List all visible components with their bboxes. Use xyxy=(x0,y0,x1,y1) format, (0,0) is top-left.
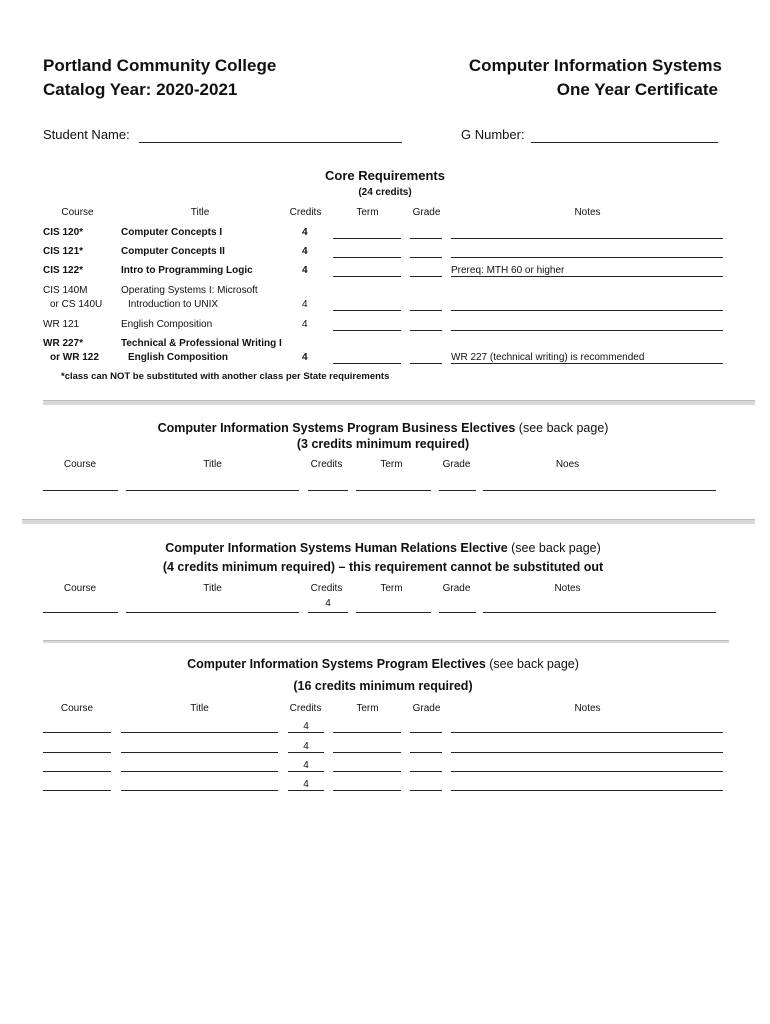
core-row-notes: Prereq: MTH 60 or higher xyxy=(451,265,565,276)
grade-field[interactable] xyxy=(410,276,442,277)
human-title-bold: Computer Information Systems Human Relations Elective xyxy=(165,541,508,555)
title-field[interactable] xyxy=(121,790,278,791)
title-field[interactable] xyxy=(121,732,278,733)
grade-field[interactable] xyxy=(410,257,442,258)
business-title-bold: Computer Information Systems Program Business Electives xyxy=(157,421,516,435)
human-header-term: Term xyxy=(380,583,403,594)
business-header-course: Course xyxy=(63,459,97,470)
business-header-notes: Noes xyxy=(555,459,580,470)
notes-field[interactable] xyxy=(483,490,716,491)
term-field[interactable] xyxy=(333,771,401,772)
notes-field[interactable] xyxy=(451,257,723,258)
grade-field[interactable] xyxy=(439,490,476,491)
business-subtitle: (3 credits minimum required) xyxy=(296,437,470,451)
credits-field[interactable] xyxy=(288,790,324,791)
core-row-title-alt: English Composition xyxy=(128,352,228,363)
human-title-note: (see back page) xyxy=(511,541,601,555)
grade-field[interactable] xyxy=(410,732,442,733)
core-row-course: WR 121 xyxy=(43,319,80,330)
credits-field[interactable] xyxy=(288,732,324,733)
core-row-course: CIS 140M xyxy=(43,285,88,296)
program-title xyxy=(43,657,723,671)
program-name: Computer Information Systems xyxy=(468,56,722,75)
core-header-credits: Credits xyxy=(289,207,322,218)
course-field[interactable] xyxy=(43,752,111,753)
human-credits-value: 4 xyxy=(325,598,331,609)
core-row-title: Operating Systems I: Microsoft xyxy=(121,285,258,296)
grade-field[interactable] xyxy=(410,330,442,331)
section-divider xyxy=(43,400,755,405)
notes-field[interactable] xyxy=(451,310,723,311)
term-field[interactable] xyxy=(333,330,401,331)
core-header-term: Term xyxy=(356,207,379,218)
credits-field[interactable] xyxy=(308,612,348,613)
core-row-course-alt: or CS 140U xyxy=(50,299,103,310)
term-field[interactable] xyxy=(333,790,401,791)
section-divider xyxy=(22,519,755,524)
grade-field[interactable] xyxy=(410,238,442,239)
course-field[interactable] xyxy=(43,771,111,772)
notes-field[interactable] xyxy=(483,612,716,613)
core-row-credits: 4 xyxy=(302,299,308,310)
certificate-name: One Year Certificate xyxy=(556,80,718,99)
term-field[interactable] xyxy=(356,612,431,613)
core-footnote: *class can NOT be substituted with another class per State requirements xyxy=(61,371,390,382)
title-field[interactable] xyxy=(126,490,299,491)
core-row-credits: 4 xyxy=(302,227,308,238)
term-field[interactable] xyxy=(333,276,401,277)
human-header-title: Title xyxy=(203,583,222,594)
course-field[interactable] xyxy=(43,612,118,613)
core-row-title-alt: Introduction to UNIX xyxy=(128,299,219,310)
business-title xyxy=(43,421,723,435)
notes-field[interactable] xyxy=(451,276,723,277)
grade-field[interactable] xyxy=(410,752,442,753)
core-row-title: Technical & Professional Writing I xyxy=(121,338,282,349)
core-row-title: Computer Concepts I xyxy=(121,227,223,238)
college-name: Portland Community College xyxy=(43,56,277,75)
notes-field[interactable] xyxy=(451,752,723,753)
human-subtitle: (4 credits minimum required) – this requirement cannot be substituted out xyxy=(162,560,604,574)
term-field[interactable] xyxy=(333,257,401,258)
credits-field[interactable] xyxy=(288,771,324,772)
student-name-field[interactable] xyxy=(139,142,402,143)
core-row-credits: 4 xyxy=(302,319,308,330)
g-number-label: G Number: xyxy=(461,127,525,142)
g-number-field[interactable] xyxy=(531,142,718,143)
notes-field[interactable] xyxy=(451,363,723,364)
core-row-credits: 4 xyxy=(302,265,308,276)
core-row-course: WR 227* xyxy=(43,338,84,349)
core-row-notes: WR 227 (technical writing) is recommended xyxy=(451,352,645,363)
human-header-notes: Notes xyxy=(554,583,581,594)
program-header-credits: Credits xyxy=(289,703,322,714)
core-subtitle: (24 credits) xyxy=(358,187,412,198)
business-header-title: Title xyxy=(203,459,222,470)
notes-field[interactable] xyxy=(451,238,723,239)
human-header-course: Course xyxy=(63,583,97,594)
program-title-note: (see back page) xyxy=(489,657,579,671)
course-field[interactable] xyxy=(43,490,118,491)
business-header-credits: Credits xyxy=(310,459,343,470)
grade-field[interactable] xyxy=(410,771,442,772)
credits-field[interactable] xyxy=(308,490,348,491)
business-title-note: (see back page) xyxy=(518,421,609,435)
term-field[interactable] xyxy=(333,752,401,753)
program-subtitle: (16 credits minimum required) xyxy=(293,679,473,693)
section-divider xyxy=(43,640,729,643)
core-row-title: Computer Concepts II xyxy=(121,246,225,257)
core-row-course: CIS 121* xyxy=(43,246,84,257)
notes-field[interactable] xyxy=(451,771,723,772)
term-field[interactable] xyxy=(333,238,401,239)
credits-field[interactable] xyxy=(288,752,324,753)
human-header-grade: Grade xyxy=(442,583,471,594)
grade-field[interactable] xyxy=(439,612,476,613)
program-header-notes: Notes xyxy=(574,703,601,714)
core-header-course: Course xyxy=(61,207,94,218)
title-field[interactable] xyxy=(126,612,299,613)
term-field[interactable] xyxy=(333,310,401,311)
grade-field[interactable] xyxy=(410,310,442,311)
course-field[interactable] xyxy=(43,790,111,791)
program-credits: 4 xyxy=(303,741,309,752)
core-title: Core Requirements xyxy=(325,168,445,183)
grade-field[interactable] xyxy=(410,790,442,791)
catalog-year: Catalog Year: 2020-2021 xyxy=(43,80,238,99)
business-header-term: Term xyxy=(380,459,403,470)
core-row-credits: 4 xyxy=(302,246,308,257)
program-header-title: Title xyxy=(190,703,209,714)
human-header-credits: Credits xyxy=(310,583,343,594)
program-header-grade: Grade xyxy=(412,703,441,714)
core-row-course: CIS 122* xyxy=(43,265,84,276)
term-field[interactable] xyxy=(333,363,401,364)
human-title xyxy=(43,541,723,555)
term-field[interactable] xyxy=(356,490,431,491)
business-header-grade: Grade xyxy=(442,459,471,470)
program-header-term: Term xyxy=(356,703,379,714)
program-credits: 4 xyxy=(303,760,309,771)
notes-field[interactable] xyxy=(451,790,723,791)
program-header-course: Course xyxy=(60,703,94,714)
core-row-course: CIS 120* xyxy=(43,227,84,238)
core-row-title: English Composition xyxy=(121,319,213,330)
title-field[interactable] xyxy=(121,752,278,753)
grade-field[interactable] xyxy=(410,363,442,364)
student-name-label: Student Name: xyxy=(43,127,130,142)
program-credits: 4 xyxy=(303,721,309,732)
program-title-bold: Computer Information Systems Program Electives xyxy=(187,657,486,671)
core-row-title: Intro to Programming Logic xyxy=(121,265,253,276)
term-field[interactable] xyxy=(333,732,401,733)
course-field[interactable] xyxy=(43,732,111,733)
core-header-notes: Notes xyxy=(574,207,601,218)
core-row-credits: 4 xyxy=(302,352,308,363)
core-header-title: Title xyxy=(190,207,210,218)
notes-field[interactable] xyxy=(451,330,723,331)
notes-field[interactable] xyxy=(451,732,723,733)
core-header-grade: Grade xyxy=(412,207,441,218)
core-row-course-alt: or WR 122 xyxy=(50,352,99,363)
title-field[interactable] xyxy=(121,771,278,772)
program-credits: 4 xyxy=(303,779,309,790)
